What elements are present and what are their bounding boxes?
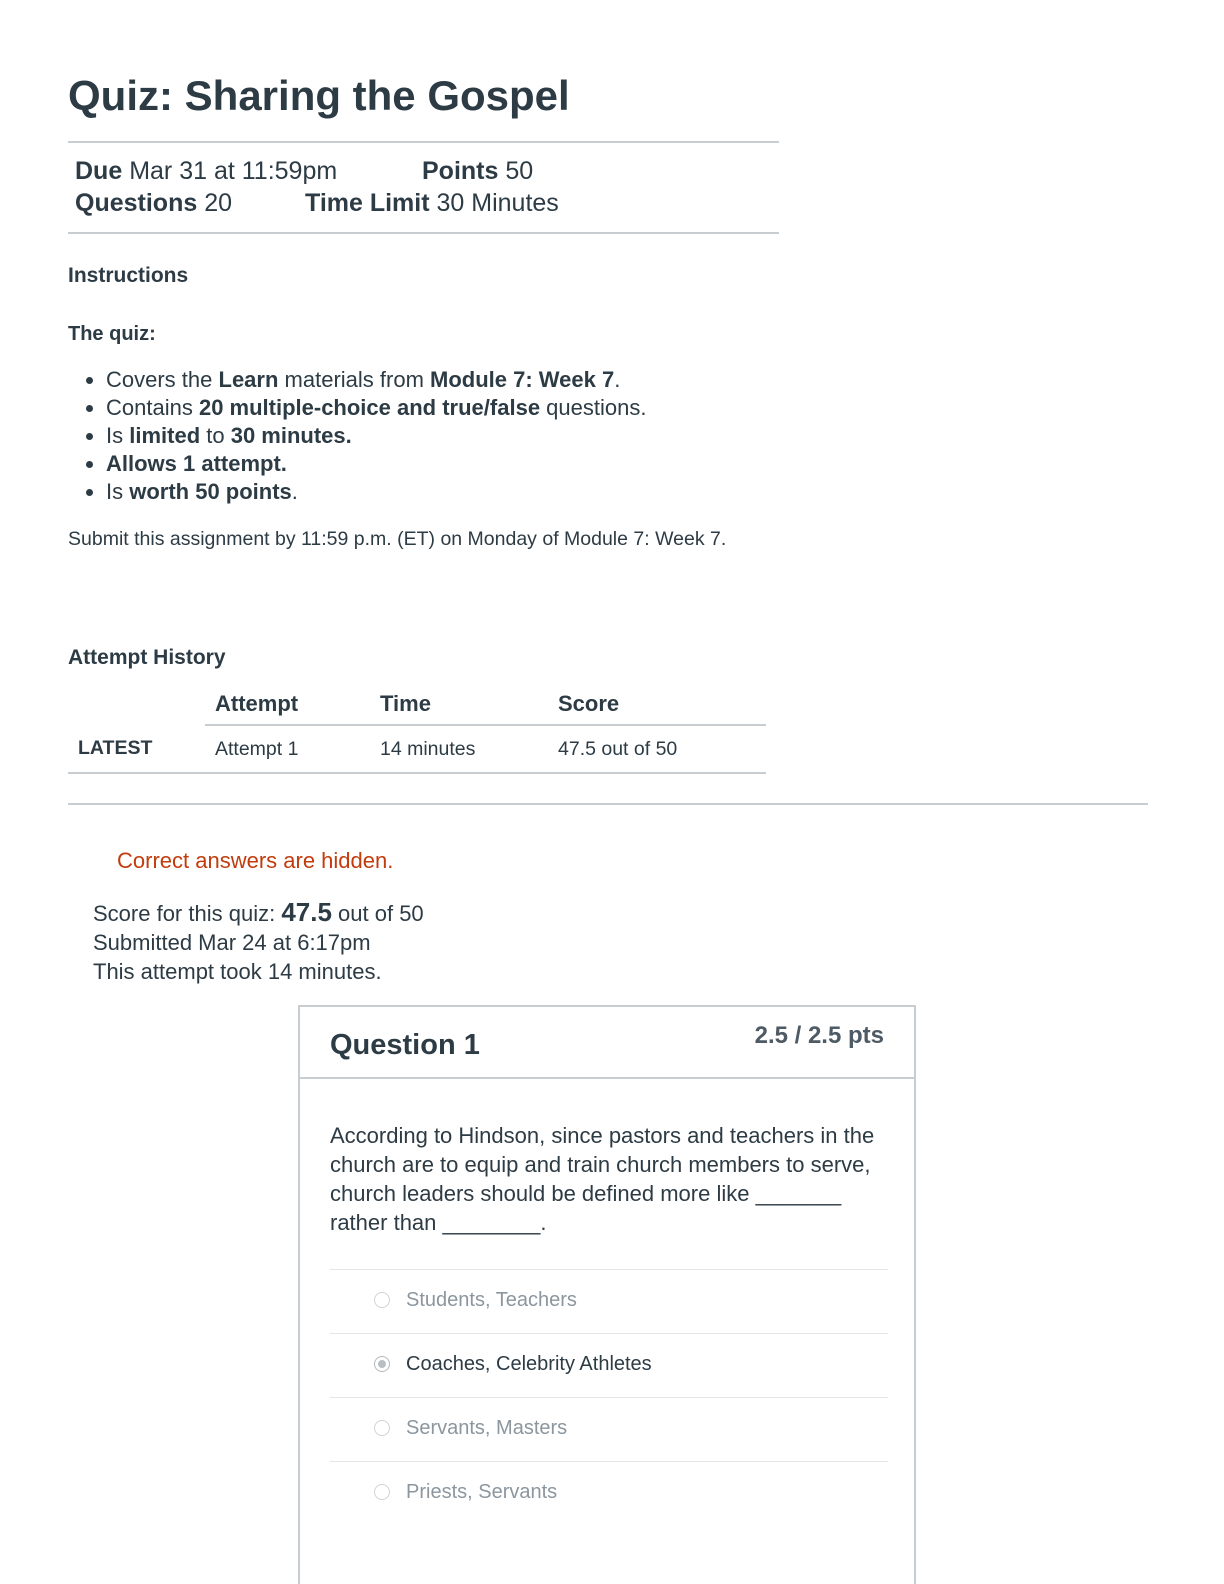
table-row bbox=[68, 725, 766, 773]
section-divider bbox=[68, 803, 1148, 805]
points-value: 50 bbox=[505, 157, 534, 185]
answer-option[interactable] bbox=[330, 1269, 888, 1333]
answer-list bbox=[330, 1269, 888, 1525]
answer-option[interactable] bbox=[330, 1333, 888, 1397]
answer-option[interactable] bbox=[330, 1397, 888, 1461]
answer-option[interactable] bbox=[330, 1461, 888, 1525]
list-item: • Contains 20 multiple-choice and true/false questions. bbox=[106, 394, 826, 422]
question-title: Question 1 bbox=[330, 1029, 480, 1061]
question-header bbox=[300, 1007, 914, 1079]
attempt-score: 47.5 out of 50 bbox=[548, 725, 766, 773]
question-points: 2.5 / 2.5 pts bbox=[754, 1022, 884, 1049]
column-header-score: Score bbox=[548, 684, 766, 725]
page-title: Quiz: Sharing the Gospel bbox=[68, 72, 570, 119]
list-item: • Is limited to 30 minutes. bbox=[106, 422, 826, 450]
radio-icon[interactable] bbox=[374, 1292, 390, 1308]
quiz-score-summary bbox=[93, 898, 424, 986]
list-item: • Covers the Learn materials from Module 7: Week 7. bbox=[106, 366, 826, 394]
instructions-subheading: The quiz: bbox=[68, 323, 156, 345]
points bbox=[422, 157, 533, 186]
column-header-attempt: Attempt bbox=[205, 684, 370, 725]
due-date bbox=[75, 157, 337, 186]
questions-count bbox=[75, 189, 232, 218]
instructions-list bbox=[68, 366, 826, 506]
questions-label: Questions bbox=[75, 189, 198, 217]
attempt-time: 14 minutes bbox=[370, 725, 548, 773]
points-label: Points bbox=[422, 157, 499, 185]
radio-icon[interactable] bbox=[374, 1484, 390, 1500]
list-item: • Is worth 50 points. bbox=[106, 478, 826, 506]
attempt-history-table bbox=[68, 684, 766, 774]
due-value: Mar 31 at 11:59pm bbox=[129, 157, 338, 185]
answer-label: Servants, Masters bbox=[406, 1417, 568, 1439]
column-header-time: Time bbox=[370, 684, 548, 725]
answers-hidden-message: Correct answers are hidden. bbox=[117, 848, 394, 873]
table-header-row bbox=[68, 684, 766, 725]
radio-icon[interactable] bbox=[374, 1420, 390, 1436]
question-text: According to Hindson, since pastors and teachers in the church are to equip and train church members to serve, church leaders should be defined more like _______ rather than ________. bbox=[330, 1123, 875, 1235]
question-card bbox=[298, 1005, 916, 1584]
answer-label: Coaches, Celebrity Athletes bbox=[406, 1353, 652, 1375]
radio-selected-icon[interactable] bbox=[374, 1356, 390, 1372]
instructions-heading: Instructions bbox=[68, 264, 189, 287]
meta-divider bbox=[68, 232, 779, 234]
time-limit bbox=[305, 189, 559, 218]
answer-label: Students, Teachers bbox=[406, 1289, 577, 1311]
duration-line: This attempt took 14 minutes. bbox=[93, 959, 382, 984]
attempt-history-heading: Attempt History bbox=[68, 646, 226, 669]
table-header-blank bbox=[68, 684, 205, 725]
submit-note: Submit this assignment by 11:59 p.m. (ET) on Monday of Module 7: Week 7. bbox=[68, 528, 727, 550]
list-item: • Allows 1 attempt. bbox=[106, 450, 826, 478]
answer-label: Priests, Servants bbox=[406, 1481, 558, 1503]
attempt-link[interactable]: Attempt 1 bbox=[205, 725, 370, 773]
title-divider bbox=[68, 141, 779, 143]
time-limit-label: Time Limit bbox=[305, 189, 430, 217]
submitted-line: Submitted Mar 24 at 6:17pm bbox=[93, 930, 371, 955]
due-label: Due bbox=[75, 157, 123, 185]
time-limit-value: 30 Minutes bbox=[436, 189, 559, 217]
questions-value: 20 bbox=[204, 189, 233, 217]
latest-tag: LATEST bbox=[68, 725, 205, 773]
score-value: 47.5 bbox=[281, 897, 332, 927]
score-line: Score for this quiz: 47.5 out of 50 bbox=[93, 897, 424, 927]
